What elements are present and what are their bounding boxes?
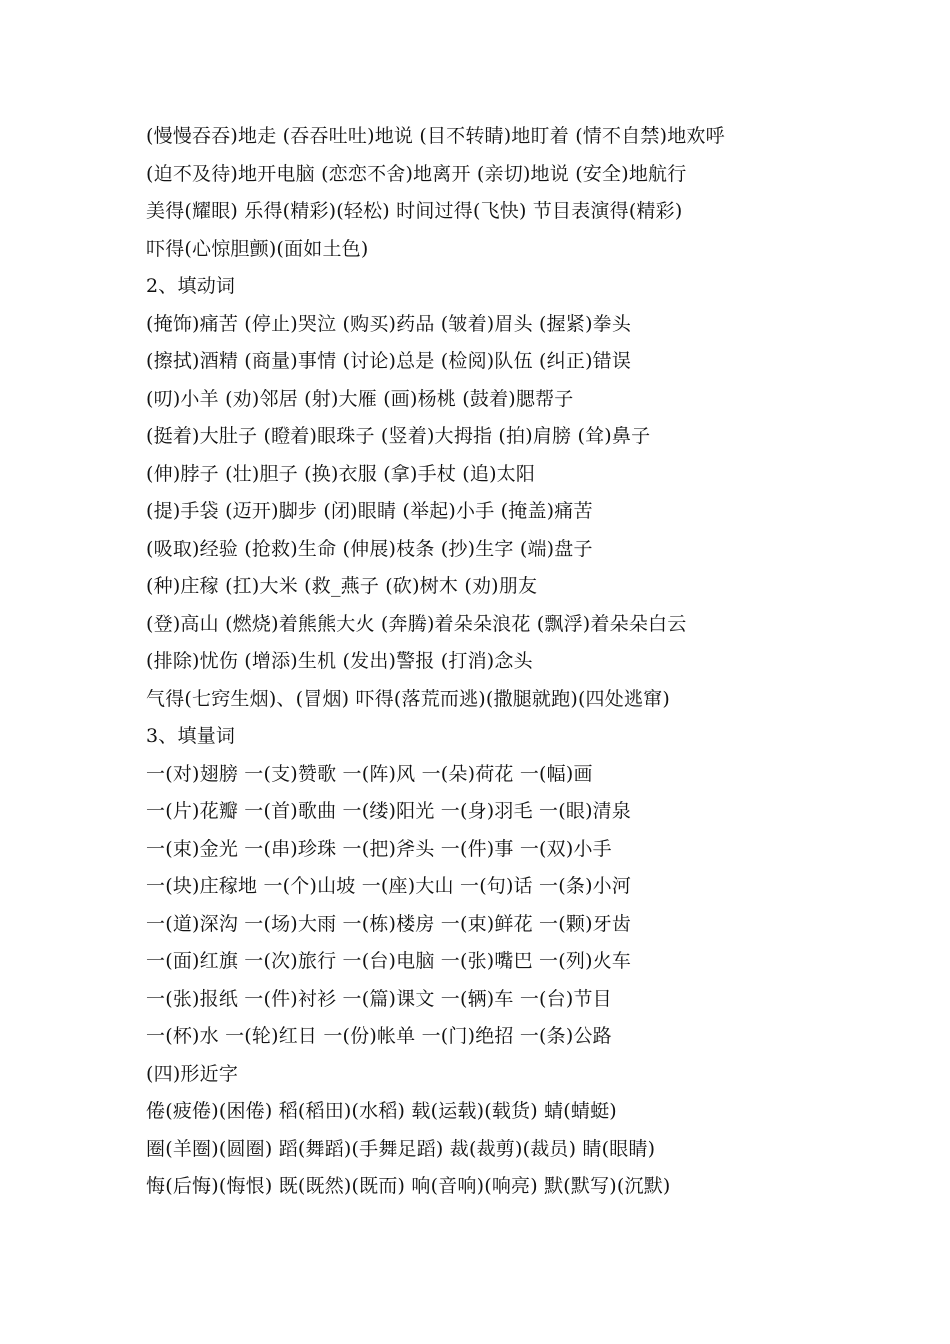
text-line: 美得(耀眼) 乐得(精彩)(轻松) 时间过得(飞快) 节目表演得(精彩) bbox=[146, 200, 683, 222]
text-line: (挺着)大肚子 (瞪着)眼珠子 (竖着)大拇指 (拍)肩膀 (耸)鼻子 bbox=[146, 425, 651, 447]
text-line: (伸)脖子 (壮)胆子 (换)衣服 (拿)手杖 (追)太阳 bbox=[146, 462, 536, 485]
text-line: 一(张)报纸 一(件)衬衫 一(篇)课文 一(辆)车 一(台)节目 bbox=[146, 987, 612, 1010]
section-heading: (四)形近字 bbox=[146, 1062, 239, 1085]
text-line: 一(块)庄稼地 一(个)山坡 一(座)大山 一(句)话 一(条)小河 bbox=[146, 875, 632, 897]
text-line: 圈(羊圈)(圆圈) 蹈(舞蹈)(手舞足蹈) 裁(裁剪)(裁员) 睛(眼睛) bbox=[146, 1137, 656, 1160]
text-line: 悔(后悔)(悔恨) 既(既然)(既而) 响(音响)(响亮) 默(默写)(沉默) bbox=[146, 1175, 671, 1197]
text-line: 一(对)翅膀 一(支)赞歌 一(阵)风 一(朵)荷花 一(幅)画 bbox=[146, 762, 593, 785]
text-line: 吓得(心惊胆颤)(面如土色) bbox=[146, 237, 369, 260]
text-line: (登)高山 (燃烧)着熊熊大火 (奔腾)着朵朵浪花 (飘浮)着朵朵白云 bbox=[146, 612, 687, 635]
text-line: (迫不及待)地开电脑 (恋恋不舍)地离开 (亲切)地说 (安全)地航行 bbox=[146, 162, 687, 185]
text-line: 倦(疲倦)(困倦) 稻(稻田)(水稻) 载(运载)(载货) 蜻(蜻蜓) bbox=[146, 1100, 617, 1122]
text-line: 一(束)金光 一(串)珍珠 一(把)斧头 一(件)事 一(双)小手 bbox=[146, 837, 612, 860]
text-line: 一(片)花瓣 一(首)歌曲 一(缕)阳光 一(身)羽毛 一(眼)清泉 bbox=[146, 800, 632, 822]
text-line: (掩饰)痛苦 (停止)哭泣 (购买)药品 (皱着)眉头 (握紧)拳头 bbox=[146, 312, 632, 335]
text-line: (种)庄稼 (扛)大米 (救_燕子 (砍)树木 (劝)朋友 bbox=[146, 575, 538, 597]
text-line: (叨)小羊 (劝)邻居 (射)大雁 (画)杨桃 (鼓着)腮帮子 bbox=[146, 387, 574, 410]
text-line: (吸取)经验 (抢救)生命 (伸展)枝条 (抄)生字 (端)盘子 bbox=[146, 537, 593, 560]
document-body bbox=[146, 118, 906, 1206]
section-heading: 3、填量词 bbox=[146, 725, 236, 747]
text-line: (提)手袋 (迈开)脚步 (闭)眼睛 (举起)小手 (掩盖)痛苦 bbox=[146, 500, 593, 522]
text-line: 一(杯)水 一(轮)红日 一(份)帐单 一(门)绝招 一(条)公路 bbox=[146, 1025, 612, 1047]
text-line: (排除)忧伤 (增添)生机 (发出)警报 (打消)念头 bbox=[146, 650, 533, 672]
text-line: (慢慢吞吞)地走 (吞吞吐吐)地说 (目不转睛)地盯着 (情不自禁)地欢呼 bbox=[146, 125, 725, 147]
section-heading: 2、填动词 bbox=[146, 275, 236, 297]
text-line: 气得(七窍生烟)、(冒烟) 吓得(落荒而逃)(撒腿就跑)(四处逃窜) bbox=[146, 687, 670, 710]
text-line: 一(道)深沟 一(场)大雨 一(栋)楼房 一(束)鲜花 一(颗)牙齿 bbox=[146, 912, 632, 935]
text-line: (擦拭)酒精 (商量)事情 (讨论)总是 (检阅)队伍 (纠正)错误 bbox=[146, 350, 632, 372]
text-line: 一(面)红旗 一(次)旅行 一(台)电脑 一(张)嘴巴 一(列)火车 bbox=[146, 950, 632, 972]
